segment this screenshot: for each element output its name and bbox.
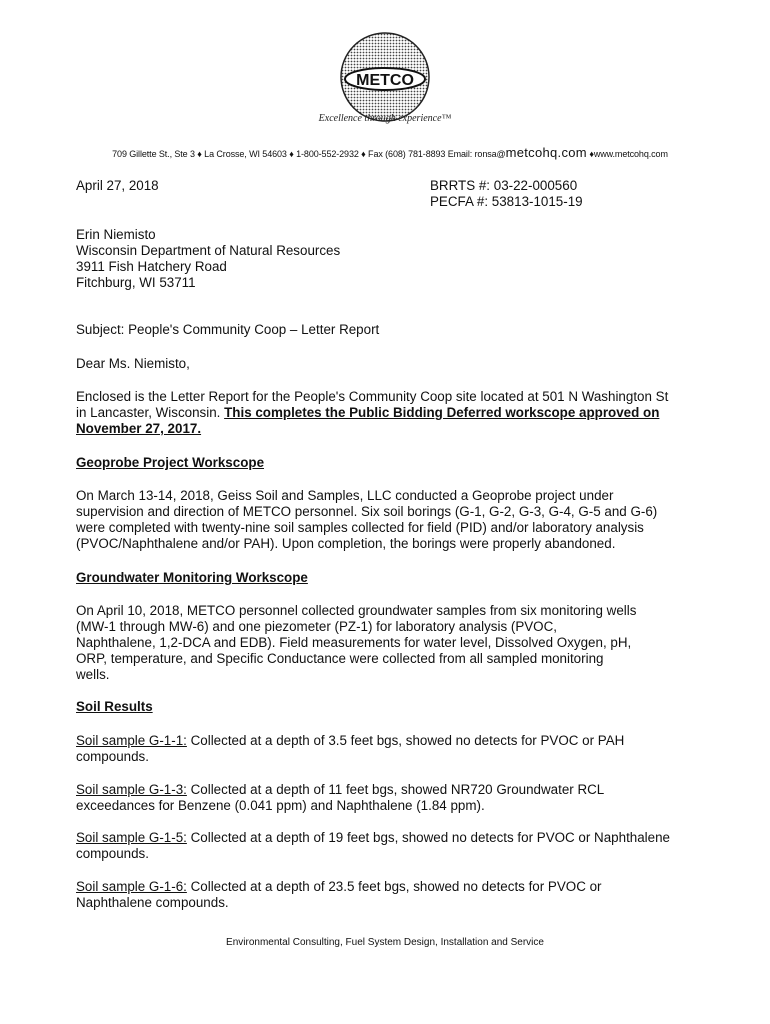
intro-line: Enclosed is the Letter Report for the People's Community Coop site located at 501 N Washington St bbox=[76, 389, 669, 404]
sample-text: Collected at a depth of 11 feet bgs, showed NR720 Groundwater RCL bbox=[186, 782, 605, 797]
groundwater-paragraph bbox=[76, 603, 696, 683]
paragraph-line: wells. bbox=[76, 667, 110, 682]
soil-sample-g-1-3 bbox=[76, 782, 696, 814]
contact-line bbox=[70, 145, 710, 160]
salutation: Dear Ms. Niemisto, bbox=[76, 356, 190, 371]
soil-results-heading: Soil Results bbox=[76, 699, 153, 714]
recipient-name: Erin Niemisto bbox=[76, 227, 156, 242]
tagline: Excellence through experience™ bbox=[318, 113, 452, 124]
sample-label: Soil sample G-1-1: bbox=[76, 733, 187, 748]
intro-line bbox=[76, 405, 696, 421]
metco-logo bbox=[338, 30, 432, 124]
sample-line bbox=[76, 782, 696, 798]
sample-text: compounds. bbox=[76, 749, 149, 764]
pecfa-number: PECFA #: 53813-1015-19 bbox=[430, 194, 583, 209]
paragraph-line: (MW-1 through MW-6) and one piezometer (PZ-1) for laboratory analysis (PVOC, bbox=[76, 619, 557, 634]
contact-address: 709 Gillette St., Ste 3 ♦ La Crosse, WI 54603 ♦ 1-800-552-2932 ♦ Fax (608) 781-8893 Email: ronsa@ bbox=[112, 149, 506, 159]
reference-numbers bbox=[430, 178, 583, 210]
geoprobe-heading: Geoprobe Project Workscope bbox=[76, 455, 265, 470]
recipient-organization: Wisconsin Department of Natural Resources bbox=[76, 243, 341, 258]
paragraph-line: On March 13-14, 2018, Geiss Soil and Samples, LLC conducted a Geoprobe project under bbox=[76, 488, 614, 503]
intro-paragraph bbox=[76, 389, 696, 437]
sample-text: Naphthalene compounds. bbox=[76, 895, 229, 910]
sample-text: compounds. bbox=[76, 846, 149, 861]
soil-sample-g-1-1 bbox=[76, 733, 696, 765]
recipient-street: 3911 Fish Hatchery Road bbox=[76, 259, 227, 274]
subject-line: Subject: People's Community Coop – Letter Report bbox=[76, 322, 380, 337]
paragraph-line: ORP, temperature, and Specific Conductance were collected from all sampled monitoring bbox=[76, 651, 604, 666]
brrts-number: BRRTS #: 03-22-000560 bbox=[430, 178, 578, 193]
sample-label: Soil sample G-1-3: bbox=[76, 782, 187, 797]
recipient-city: Fitchburg, WI 53711 bbox=[76, 275, 196, 290]
sample-line bbox=[76, 830, 696, 846]
groundwater-heading: Groundwater Monitoring Workscope bbox=[76, 570, 308, 585]
letter-date: April 27, 2018 bbox=[76, 178, 159, 193]
soil-sample-g-1-5 bbox=[76, 830, 696, 862]
sample-text: Collected at a depth of 3.5 feet bgs, showed no detects for PVOC or PAH bbox=[186, 733, 625, 748]
geoprobe-paragraph bbox=[76, 488, 696, 552]
paragraph-line: were completed with twenty-nine soil samples collected for field (PID) and/or laboratory analysis bbox=[76, 520, 644, 535]
intro-emphasis: This completes the Public Bidding Deferred workscope approved on bbox=[224, 405, 660, 420]
paragraph-line: supervision and direction of METCO personnel. Six soil borings (G-1, G-2, G-3, G-4, G-5 and G-6) bbox=[76, 504, 658, 519]
contact-brand-domain: metcohq.com bbox=[505, 145, 587, 160]
sample-line bbox=[76, 879, 696, 895]
sample-label: Soil sample G-1-6: bbox=[76, 879, 187, 894]
sample-text: exceedances for Benzene (0.041 ppm) and Naphthalene (1.84 ppm). bbox=[76, 798, 485, 813]
recipient-address bbox=[76, 227, 340, 291]
paragraph-line: (PVOC/Naphthalene and/or PAH). Upon completion, the borings were properly abandoned. bbox=[76, 536, 616, 551]
page-footer: Environmental Consulting, Fuel System Design, Installation and Service bbox=[226, 937, 544, 948]
sample-text: Collected at a depth of 19 feet bgs, showed no detects for PVOC or Naphthalene bbox=[186, 830, 670, 845]
paragraph-line: Naphthalene, 1,2-DCA and EDB). Field measurements for water level, Dissolved Oxygen, pH, bbox=[76, 635, 632, 650]
intro-emphasis: November 27, 2017. bbox=[76, 421, 202, 436]
soil-sample-g-1-6 bbox=[76, 879, 696, 911]
paragraph-line: On April 10, 2018, METCO personnel collected groundwater samples from six monitoring wells bbox=[76, 603, 637, 618]
contact-website: ♦www.metcohq.com bbox=[586, 149, 668, 159]
metco-logo-graphic bbox=[338, 30, 432, 124]
sample-text: Collected at a depth of 23.5 feet bgs, showed no detects for PVOC or bbox=[186, 879, 602, 894]
sample-line bbox=[76, 733, 696, 749]
logo-text: METCO bbox=[356, 72, 414, 89]
sample-label: Soil sample G-1-5: bbox=[76, 830, 187, 845]
intro-text: in Lancaster, Wisconsin. bbox=[76, 405, 225, 420]
